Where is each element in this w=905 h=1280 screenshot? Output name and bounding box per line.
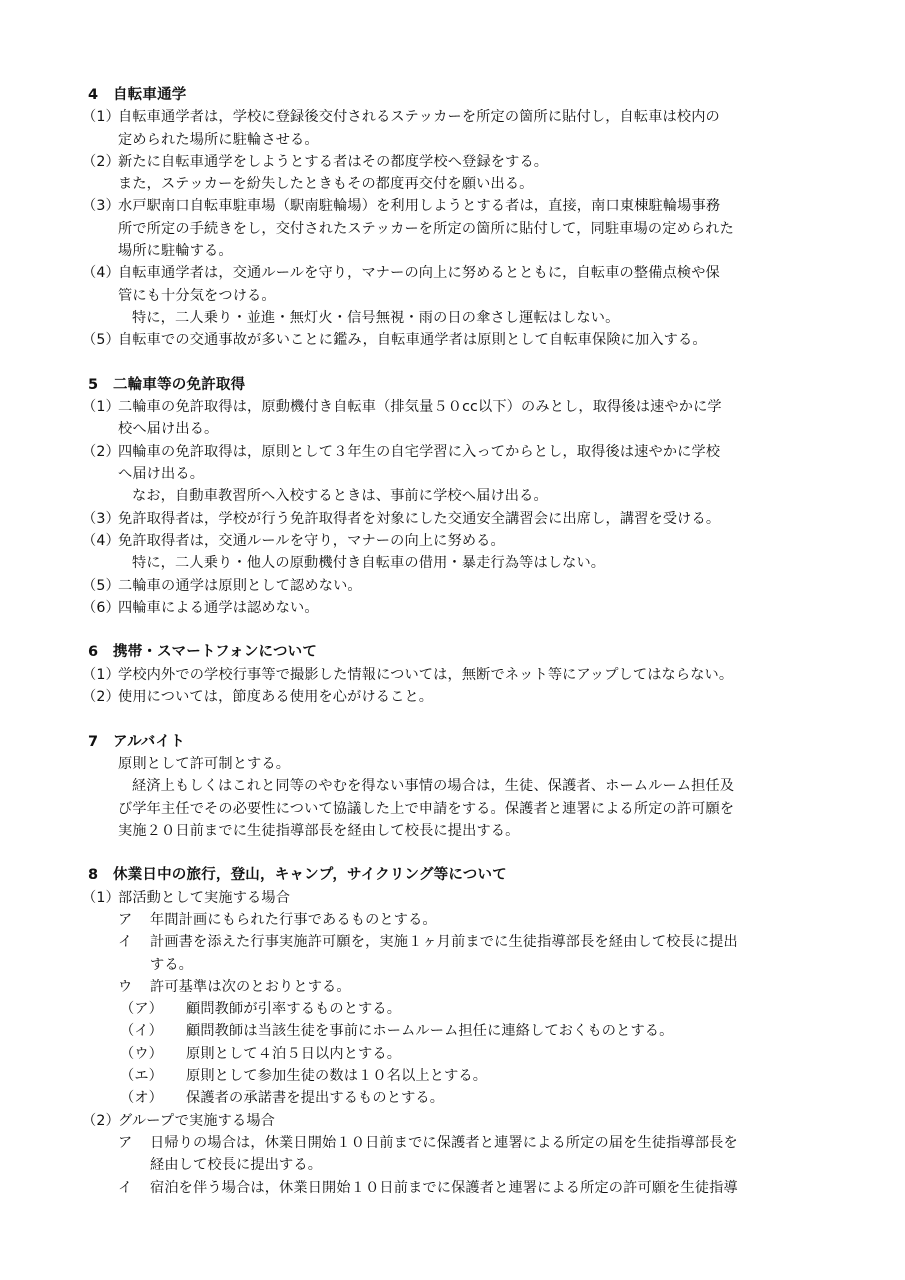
criteria-item — [88, 1043, 823, 1065]
criteria-text: 原則として参加生徒の数は１０名以上とする。 — [186, 1068, 488, 1085]
paragraph-line: 経済上もしくはこれと同等のやむを得ない事情の場合は，生徒、保護者、ホームルーム担任及 — [132, 778, 735, 795]
item-number: （3） — [82, 510, 120, 527]
sub-item — [88, 976, 823, 998]
paragraph-line: 原則として許可制とする。 — [118, 755, 291, 772]
item-text-continued: 場所に駐輪する。 — [118, 243, 233, 260]
section-heading: 8 休業日中の旅行，登山，キャンプ，サイクリング等について — [88, 867, 507, 884]
item-text: 使用については，節度ある使用を心がけること。 — [118, 689, 434, 706]
criteria-item — [88, 1087, 823, 1109]
criteria-marker: （オ） — [120, 1090, 164, 1107]
item-number: （3） — [82, 198, 120, 215]
paragraph-line: び学年主任でその必要性について協議した上で申請をする。保護者と連署による所定の許可願を — [118, 800, 735, 817]
sub-item — [88, 931, 823, 953]
list-item — [82, 530, 823, 552]
list-item — [82, 262, 823, 284]
item-text: 自転車での交通事故が多いことに鑑み，自転車通学者は原則として自転車保険に加入する。 — [118, 332, 707, 349]
item-text: 自転車通学者は，学校に登録後交付されるステッカーを所定の箇所に貼付し，自転車は校内の — [118, 109, 720, 126]
item-number: （2） — [82, 153, 120, 170]
criteria-marker: （エ） — [120, 1068, 164, 1085]
list-item — [82, 106, 823, 128]
criteria-text: 顧問教師が引率するものとする。 — [186, 1001, 402, 1018]
section-heading: 4 自転車通学 — [88, 87, 187, 103]
item-text: 自転車通学者は，交通ルールを守り，マナーの向上に努めるとともに，自転車の整備点検や保 — [118, 265, 720, 282]
item-number: （1） — [82, 399, 120, 416]
criteria-text: 保護者の承諾書を提出するものとする。 — [186, 1090, 445, 1107]
item-number: （6） — [82, 599, 120, 616]
section-heading: 6 携帯・スマートフォンについて — [88, 644, 318, 661]
item-text: 四輪車の免許取得は，原則として３年生の自宅学習に入ってからとし，取得後は速やかに学校 — [118, 443, 721, 460]
item-number: （1） — [82, 889, 120, 906]
item-note: なお，自動車教習所へ入校するときは、事前に学校へ届け出る。 — [132, 488, 548, 505]
item-note: 特に，二人乗り・他人の原動機付き自転車の借用・暴走行為等はしない。 — [132, 555, 606, 572]
list-item — [82, 396, 823, 418]
criteria-item — [88, 998, 823, 1020]
item-text-continued: 管にも十分気をつける。 — [118, 287, 276, 304]
section-heading: 7 アルバイト — [88, 733, 185, 750]
item-text-continued: へ届け出る。 — [118, 466, 205, 483]
item-text: 二輪車の免許取得は，原動機付き自転車（排気量５０cc以下）のみとし，取得後は速やかに学 — [118, 399, 722, 416]
list-item — [82, 887, 823, 909]
paragraph-line: 実施２０日前までに生徒指導部長を経由して校長に提出する。 — [118, 822, 520, 839]
item-text: 水戸駅南口自転車駐車場（駅南駐輪場）を利用しようとする者は，直接，南口東棟駐輪場事務 — [118, 198, 721, 215]
list-item — [82, 441, 823, 463]
criteria-marker: （ア） — [120, 1001, 164, 1018]
list-item — [82, 686, 823, 708]
item-number: （2） — [82, 1112, 120, 1129]
sub-item-marker: ア — [118, 911, 133, 928]
item-number: （2） — [82, 689, 120, 706]
item-text-continued: 校へ届け出る。 — [118, 421, 219, 438]
criteria-marker: （ウ） — [120, 1045, 164, 1062]
item-text: 四輪車による通学は認めない。 — [118, 599, 319, 616]
item-text: 部活動として実施する場合 — [118, 889, 291, 906]
list-item — [82, 508, 823, 530]
criteria-item — [88, 1020, 823, 1042]
sub-item-text: 許可基準は次のとおりとする。 — [150, 978, 351, 995]
list-item — [82, 151, 823, 173]
sub-item-marker: イ — [118, 1179, 133, 1196]
section-smartphone — [82, 641, 823, 708]
sub-item — [88, 909, 823, 931]
sub-item-marker: ア — [118, 1134, 133, 1151]
criteria-text: 顧問教師は当該生徒を事前にホームルーム担任に連絡しておくものとする。 — [186, 1023, 674, 1040]
criteria-item — [88, 1065, 823, 1087]
sub-item — [88, 1132, 823, 1154]
item-text-continued: 所で所定の手続きをし，交付されたステッカーを所定の箇所に貼付して，同駐車場の定められた — [118, 220, 734, 237]
item-number: （2） — [82, 443, 120, 460]
criteria-text: 原則として４泊５日以内とする。 — [186, 1045, 402, 1062]
document-page — [82, 84, 823, 1199]
list-item — [82, 329, 823, 351]
sub-item-marker: イ — [118, 934, 133, 951]
sub-item-marker: ウ — [118, 978, 133, 995]
item-text: 学校内外での学校行事等で撮影した情報については，無断でネット等にアップしてはならない。 — [118, 666, 734, 683]
list-item — [82, 664, 823, 686]
list-item — [82, 597, 823, 619]
sub-item-text-continued: 経由して校長に提出する。 — [150, 1157, 323, 1174]
item-note: 特に，二人乗り・並進・無灯火・信号無視・雨の日の傘さし運転はしない。 — [132, 309, 620, 326]
sub-item — [88, 1177, 823, 1199]
section-bicycle-commuting — [82, 84, 823, 352]
item-text-continued: 定められた場所に駐輪させる。 — [118, 131, 319, 148]
item-text: グループで実施する場合 — [118, 1112, 276, 1129]
item-number: （5） — [82, 332, 120, 349]
sub-item-text: 日帰りの場合は，休業日開始１０日前までに保護者と連署による所定の届を生徒指導部長を — [150, 1134, 738, 1151]
item-text: 免許取得者は，交通ルールを守り，マナーの向上に努める。 — [118, 532, 505, 549]
item-text-continued: また，ステッカーを紛失したときもその都度再交付を願い出る。 — [118, 176, 534, 193]
section-part-time-job — [88, 731, 823, 842]
list-item — [82, 1110, 823, 1132]
item-number: （1） — [82, 666, 120, 683]
item-number: （4） — [82, 265, 120, 282]
item-number: （5） — [82, 577, 120, 594]
list-item — [82, 195, 823, 217]
item-text: 免許取得者は，学校が行う免許取得者を対象にした交通安全講習会に出席し，講習を受ける。 — [118, 510, 721, 527]
item-number: （4） — [82, 532, 120, 549]
sub-item-text: 計画書を添えた行事実施許可願を，実施１ヶ月前までに生徒指導部長を経由して校長に提出 — [150, 934, 738, 951]
item-text: 新たに自転車通学をしようとする者はその都度学校へ登録をする。 — [118, 153, 549, 170]
section-heading: 5 二輪車等の免許取得 — [88, 376, 246, 393]
section-holiday-travel — [82, 864, 823, 1198]
sub-item-text: 宿泊を伴う場合は，休業日開始１０日前までに保護者と連署による所定の許可願を生徒指導 — [150, 1179, 738, 1196]
item-number: （1） — [82, 109, 120, 126]
sub-item-text: 年間計画にもられた行事であるものとする。 — [150, 911, 437, 928]
section-license — [82, 374, 823, 619]
criteria-marker: （イ） — [120, 1023, 164, 1040]
sub-item-text-continued: する。 — [150, 956, 194, 973]
item-text: 二輪車の通学は原則として認めない。 — [118, 577, 362, 594]
list-item — [82, 575, 823, 597]
